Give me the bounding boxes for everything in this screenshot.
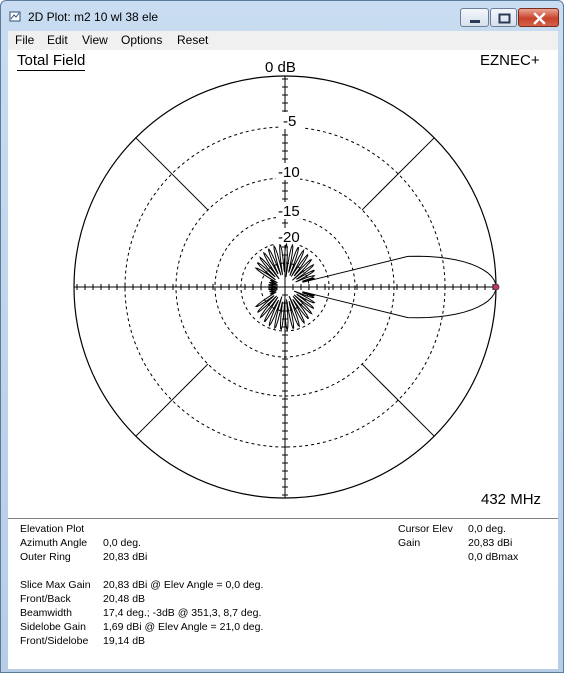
- window-title: 2D Plot: m2 10 wl 38 ele: [28, 10, 159, 24]
- ring-label: -15: [278, 203, 300, 220]
- info-left-label: Sidelobe Gain: [20, 621, 86, 633]
- close-button[interactable]: [518, 8, 559, 27]
- ring-label: 0 dB: [265, 59, 296, 76]
- diagonal-gridline: [362, 138, 434, 210]
- menu-reset[interactable]: Reset: [177, 33, 209, 47]
- diagonal-gridline: [136, 364, 208, 436]
- info-right-value: 20,83 dBi: [468, 537, 513, 549]
- info-left-label: Front/Sidelobe: [20, 635, 89, 647]
- app-icon: [9, 10, 21, 22]
- info-left-label: Azimuth Angle: [20, 537, 88, 549]
- polar-plot[interactable]: [8, 50, 558, 518]
- info-left-value: 20,83 dBi @ Elev Angle = 0,0 deg.: [103, 579, 264, 591]
- info-right-value: 0,0 deg.: [468, 523, 506, 535]
- title-bar[interactable]: [1, 1, 563, 31]
- diagonal-gridline: [136, 138, 208, 210]
- info-left-value: 20,48 dB: [103, 593, 146, 605]
- info-left-value: 0,0 deg.: [103, 537, 141, 549]
- client-area: [8, 50, 558, 668]
- close-icon: [519, 9, 560, 28]
- info-left-value: 19,14 dB: [103, 635, 146, 647]
- ring-label: -20: [278, 229, 300, 246]
- diagonal-gridline: [362, 364, 434, 436]
- maximize-icon: [491, 9, 518, 28]
- info-left-value: 1,69 dBi @ Elev Angle = 21,0 deg.: [103, 621, 264, 633]
- menu-file[interactable]: File: [15, 33, 35, 47]
- info-right-label: Gain: [398, 537, 421, 549]
- maximize-button[interactable]: [490, 8, 517, 27]
- info-right-label: Cursor Elev: [398, 523, 453, 535]
- info-left-label: Front/Back: [20, 593, 71, 605]
- menu-options[interactable]: Options: [121, 33, 163, 47]
- menu-edit[interactable]: Edit: [47, 33, 68, 47]
- ring-label: -10: [278, 164, 300, 181]
- menu-view[interactable]: View: [82, 33, 108, 47]
- plot-area[interactable]: [8, 50, 558, 518]
- ring-label: -5: [283, 113, 297, 130]
- frequency-label: 432 MHz: [481, 491, 542, 508]
- info-left-label: Outer Ring: [20, 551, 71, 563]
- plot-header-right: EZNEC+: [480, 52, 540, 69]
- info-left-label: Slice Max Gain: [20, 579, 91, 591]
- info-right-value: 0,0 dBmax: [468, 551, 519, 563]
- minimize-button[interactable]: [460, 8, 489, 27]
- cursor-marker: [493, 284, 499, 290]
- menu-bar: [8, 31, 558, 50]
- plot-header-left: Total Field: [17, 52, 86, 69]
- info-left-label: Elevation Plot: [20, 523, 85, 535]
- minimize-icon: [461, 9, 490, 28]
- info-left-value: 20,83 dBi: [103, 551, 148, 563]
- info-left-value: 17,4 deg.; -3dB @ 351,3, 8,7 deg.: [103, 607, 262, 619]
- info-panel: [8, 518, 558, 669]
- info-left-label: Beamwidth: [20, 607, 72, 619]
